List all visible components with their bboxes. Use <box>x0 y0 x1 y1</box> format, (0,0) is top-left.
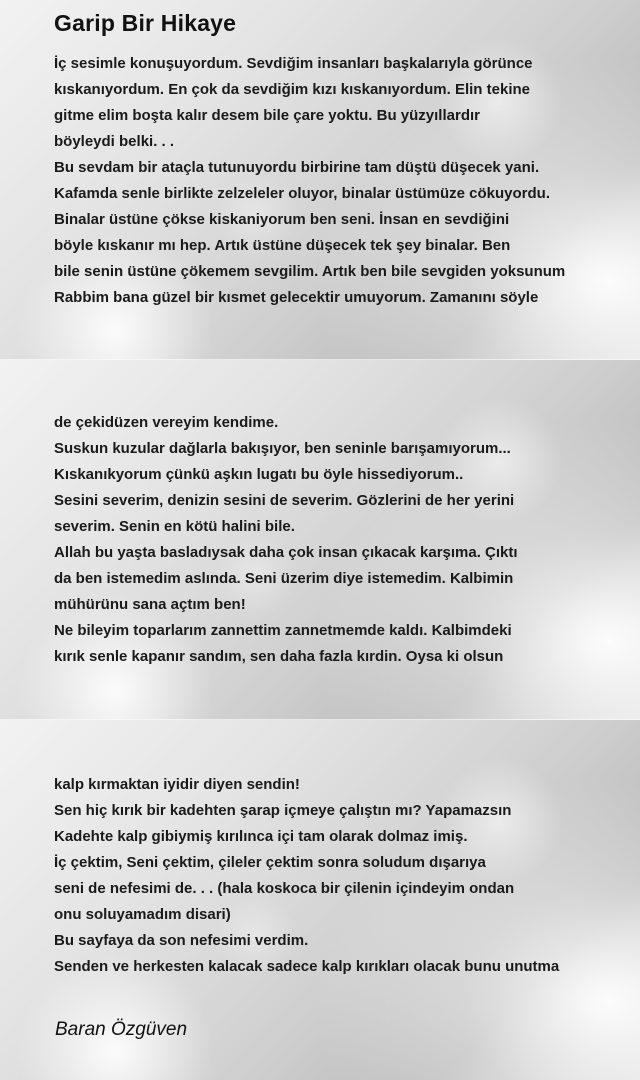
poem-line: Suskun kuzular dağlarla bakışıyor, ben seninle barışamıyorum... <box>54 440 511 457</box>
poem-line: mühürünu sana açtım ben! <box>54 596 246 613</box>
poem-line: Rabbim bana güzel bir kısmet gelecektir umuyorum. Zamanını söyle <box>54 289 539 306</box>
poem-line: de çekidüzen vereyim kendime. <box>54 414 279 431</box>
poem-text-block <box>54 51 624 311</box>
poem-line: İç çektim, Seni çektim, çileler çektim sonra soludum dışarıya <box>54 854 486 871</box>
poem-line: Bu sayfaya da son nefesimi verdim. <box>54 932 309 949</box>
poem-line: Sesini severim, denizin sesini de severim. Gözlerini de her yerini <box>54 492 515 509</box>
poem-line: bile senin üstüne çökemem sevgilim. Artık ben bile sevgiden yoksunum <box>54 263 566 280</box>
poem-line: Senden ve herkesten kalacak sadece kalp kırıkları olacak bunu unutma <box>54 958 560 975</box>
author-signature: Baran Özgüven <box>55 1019 188 1040</box>
poem-line: Binalar üstüne çökse kiskaniyorum ben seni. İnsan en sevdiğini <box>54 211 510 228</box>
poem-line: Kıskanıkyorum çünkü aşkın lugatı bu öyle hissediyorum.. <box>54 466 464 483</box>
poem-text-block <box>54 410 624 670</box>
poem-line: Ne bileyim toparlarım zannettim zannetmemde kaldı. Kalbimdeki <box>54 622 512 639</box>
poem-line: Sen hiç kırık bir kadehten şarap içmeye çalıştın mı? Yapamazsın <box>54 802 512 819</box>
poem-line: Bu sevdam bir ataçla tutunuyordu birbirine tam düştü düşecek yani. <box>54 159 540 176</box>
poem-line: severim. Senin en kötü halini bile. <box>54 518 295 535</box>
poem-line: Kadehte kalp gibiymiş kırılınca içi tam olarak dolmaz imiş. <box>54 828 468 845</box>
panel-divider <box>0 719 640 720</box>
poem-line: kırık senle kapanır sandım, sen daha fazla kırdin. Oysa ki olsun <box>54 648 504 665</box>
poem-line: kalp kırmaktan iyidir diyen sendin! <box>54 776 300 793</box>
poem-text-block <box>54 772 624 980</box>
poem-line: İç sesimle konuşuyordum. Sevdiğim insanları başkalarıyla görünce <box>54 55 533 72</box>
poem-panel-3 <box>0 720 640 1080</box>
poem-line: Allah bu yaşta basladıysak daha çok insan çıkacak karşıma. Çıktı <box>54 544 518 561</box>
poem-line: böyleydi belki. . . <box>54 133 175 150</box>
poem-line: da ben istemedim aslında. Seni üzerim diye istemedim. Kalbimin <box>54 570 514 587</box>
poem-line: böyle kıskanır mı hep. Artık üstüne düşecek tek şey binalar. Ben <box>54 237 511 254</box>
poem-panel-1 <box>0 0 640 360</box>
poem-line: Kafamda senle birlikte zelzeleler oluyor, binalar üstümüze cökuyordu. <box>54 185 550 202</box>
poem-panel-2 <box>0 360 640 720</box>
panel-divider <box>0 359 640 360</box>
poem-line: kıskanıyordum. En çok da sevdiğim kızı kıskanıyordum. Elin tekine <box>54 81 530 98</box>
poem-line: onu soluyamadım disari) <box>54 906 231 923</box>
poem-line: gitme elim boşta kalır desem bile çare yoktu. Bu yüzyıllardır <box>54 107 480 124</box>
poem-title: Garip Bir Hikaye <box>54 10 237 36</box>
poem-line: seni de nefesimi de. . . (hala koskoca bir çilenin içindeyim ondan <box>54 880 515 897</box>
